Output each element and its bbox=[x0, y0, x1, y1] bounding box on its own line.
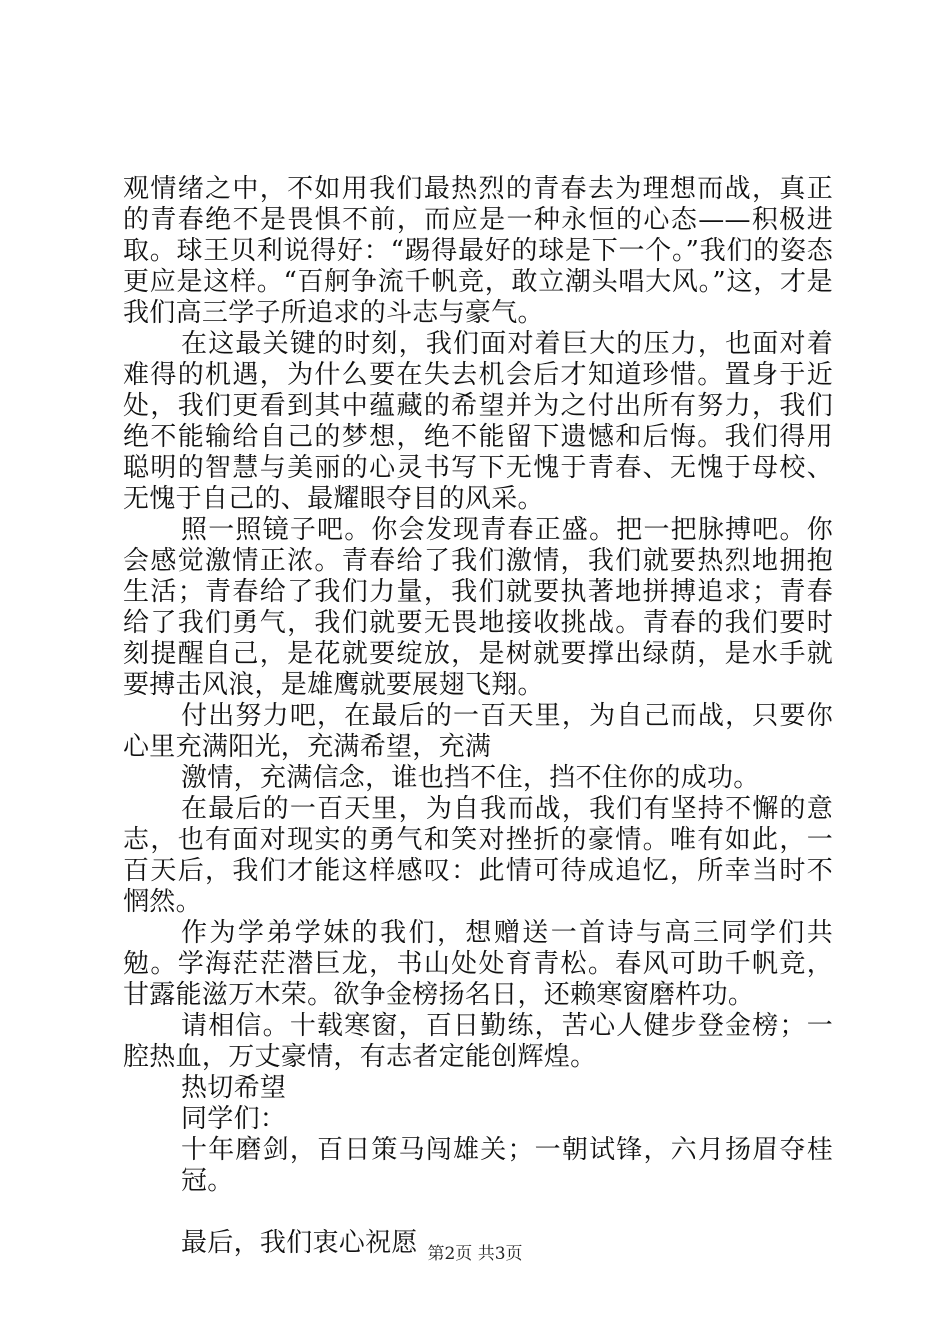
paragraph-effort: 付出努力吧，在最后的一百天里，为自己而战，只要你心里充满阳光，充满希望，充满 bbox=[123, 701, 833, 762]
paragraph-motto: 十年磨剑，百日策马闯雄关；一朝试锋，六月扬眉夺桂冠。 bbox=[181, 1135, 833, 1196]
paragraph-closing: 最后，我们衷心祝愿 bbox=[181, 1228, 418, 1258]
paragraph-classmates: 同学们： bbox=[181, 1104, 287, 1134]
paragraph-spacer bbox=[123, 1197, 833, 1228]
paragraph-poem: 作为学弟学妹的我们，想赠送一首诗与高三同学们共勉。学海茫茫潜巨龙，书山处处育青松。春风可助千帆竞，甘露能滋万木荣。欲争金榜扬名日，还赖寒窗磨杵功。 bbox=[123, 918, 833, 1010]
paragraph-mirror: 照一照镜子吧。你会发现青春正盛。把一把脉搏吧。你会感觉激情正浓。青春给了我们激情，我们就要热烈地拥抱生活；青春给了我们力量，我们就要执著地拼搏追求；青春给了我们勇气，我们就要无畏地接收挑战。青春的我们要时刻提醒自己，是花就要绽放，是树就要撑出绿荫，是水手就要搏击风浪，是雄鹰就要展翅飞翔。 bbox=[123, 515, 833, 700]
paragraph-key-moment: 在这最关键的时刻，我们面对着巨大的压力，也面对着难得的机遇，为什么要在失去机会后才知道珍惜。置身于近处，我们更看到其中蕴藏的希望并为之付出所有努力，我们绝不能输给自己的梦想，绝不能留下遗憾和后悔。我们得用聪明的智慧与美丽的心灵书写下无愧于青春、无愧于母校、无愧于自己的、最耀眼夺目的风采。 bbox=[123, 329, 833, 514]
paragraph-last-hundred-days: 在最后的一百天里，为自我而战，我们有坚持不懈的意志，也有面对现实的勇气和笑对挫折的豪情。唯有如此，一百天后，我们才能这样感叹：此情可待成追忆，所幸当时不惘然。 bbox=[123, 794, 833, 917]
paragraph-continuation: 观情绪之中，不如用我们最热烈的青春去为理想而战，真正的青春绝不是畏惧不前，而应是一种永恒的心态——积极进取。球王贝利说得好：“踢得最好的球是下一个。”我们的姿态更应是这样。“百舸争流千帆竞，敢立潮头唱大风。”这，才是我们高三学子所追求的斗志与豪气。 bbox=[123, 174, 834, 328]
document-body bbox=[123, 174, 833, 1259]
paragraph-believe: 请相信。十载寒窗，百日勤练，苦心人健步登金榜；一腔热血，万丈豪情，有志者定能创辉煌。 bbox=[123, 1011, 833, 1072]
paragraph-hope: 热切希望 bbox=[181, 1073, 287, 1103]
paragraph-passion: 激情，充满信念，谁也挡不住，挡不住你的成功。 bbox=[181, 763, 760, 793]
page-number-footer: 第2页 共3页 bbox=[427, 1244, 523, 1264]
